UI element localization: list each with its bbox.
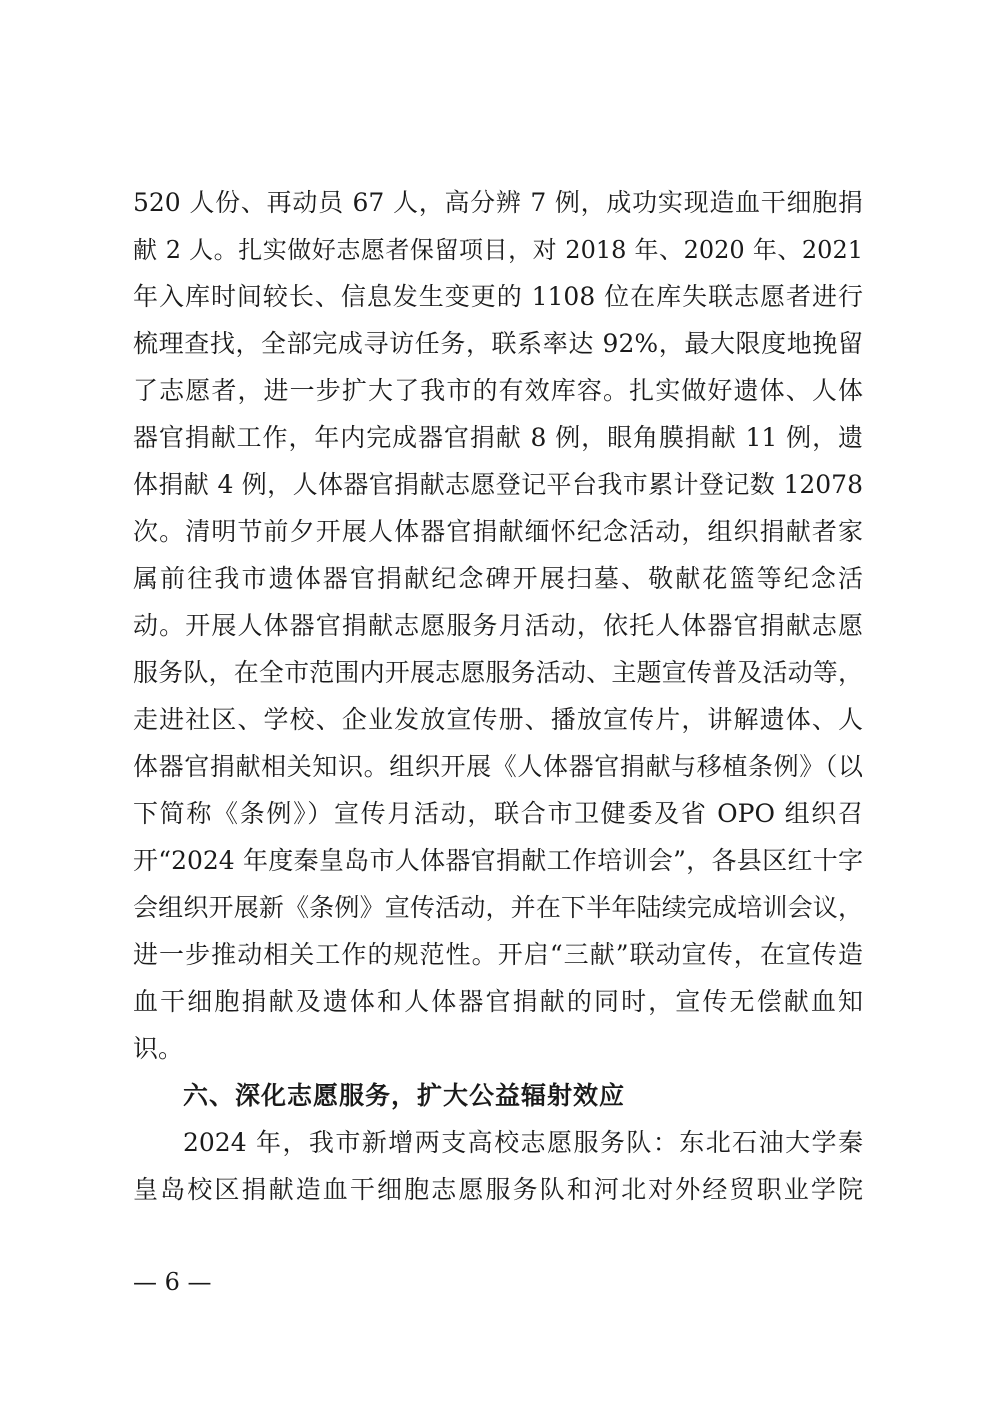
body-text-line: 皇岛校区捐献造血干细胞志愿服务队和河北对外经贸职业学院 [133, 1175, 863, 1204]
body-text-line: 梳理查找，全部完成寻访任务，联系率达 92%，最大限度地挽留 [133, 329, 863, 358]
body-text-line: 体捐献 4 例，人体器官捐献志愿登记平台我市累计登记数 12078 [133, 470, 863, 499]
page-number: — 6 — [133, 1268, 212, 1296]
body-text-line: 了志愿者，进一步扩大了我市的有效库容。扎实做好遗体、人体 [133, 376, 863, 405]
body-text-line: 会组织开展新《条例》宣传活动，并在下半年陆续完成培训会议， [133, 893, 863, 922]
body-text-line: 识。 [133, 1034, 184, 1063]
section-heading: 六、深化志愿服务，扩大公益辐射效应 [183, 1081, 626, 1110]
body-text-line: 血干细胞捐献及遗体和人体器官捐献的同时，宣传无偿献血知 [133, 987, 863, 1016]
body-text-line: 属前往我市遗体器官捐献纪念碑开展扫墓、敬献花篮等纪念活 [133, 564, 863, 593]
body-text-line: 520 人份、再动员 67 人，高分辨 7 例，成功实现造血干细胞捐 [133, 188, 863, 217]
body-text-line: 走进社区、学校、企业发放宣传册、播放宣传片，讲解遗体、人 [133, 705, 863, 734]
body-text-line: 2024 年，我市新增两支高校志愿服务队：东北石油大学秦 [183, 1128, 863, 1157]
body-text-line: 次。清明节前夕开展人体器官捐献缅怀纪念活动，组织捐献者家 [133, 517, 863, 546]
body-text-line: 开“2024 年度秦皇岛市人体器官捐献工作培训会”，各县区红十字 [133, 846, 863, 875]
body-text-line: 动。开展人体器官捐献志愿服务月活动，依托人体器官捐献志愿 [133, 611, 863, 640]
body-text-line: 进一步推动相关工作的规范性。开启“三献”联动宣传，在宣传造 [133, 940, 863, 969]
body-text-line: 献 2 人。扎实做好志愿者保留项目，对 2018 年、2020 年、2021 [133, 236, 863, 264]
body-text-line: 下简称《条例》）宣传月活动，联合市卫健委及省 OPO 组织召 [133, 799, 863, 828]
body-text-line: 服务队，在全市范围内开展志愿服务活动、主题宣传普及活动等， [133, 658, 863, 687]
body-text-line: 年入库时间较长、信息发生变更的 1108 位在库失联志愿者进行 [133, 282, 863, 311]
body-text-line: 器官捐献工作，年内完成器官捐献 8 例，眼角膜捐献 11 例，遗 [133, 423, 863, 452]
body-text-line: 体器官捐献相关知识。组织开展《人体器官捐献与移植条例》（以 [133, 752, 863, 781]
